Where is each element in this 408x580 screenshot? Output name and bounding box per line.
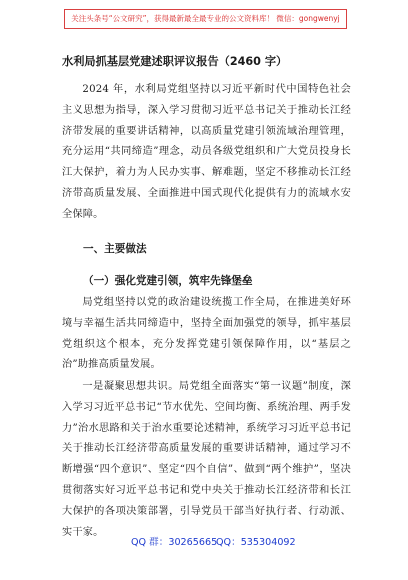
paragraph-2-text: 局党组坚持以党的政治建设统揽工作全局，在推进美好环境与幸福生活共同缔造中，坚持全面加强党的领导，抓牢基层党组织这个根本，充分发挥党建引领保障作用，以“基层之治”助推高质量发展。 xyxy=(62,297,351,371)
intro-text: 2024 年，水利局党组坚持以习近平新时代中国特色社会主义思想为指导，深入学习贯彻习近平总书记关于推动长江经济带发展的重要讲话精神，以高质量党建引领流域治理管理，充分运用“共同缔造”理念，动员各级党组织和广大党员投身长江大保护，着力为人民办实事、解难题，坚定不移推动长江经济带高质量发展、全面推进中国式现代化提供有力的流域水安全保障。 xyxy=(62,84,351,220)
body-paragraph-2 xyxy=(62,293,351,376)
footer-qq: QQ：535304092 xyxy=(216,537,296,548)
paragraph-3-text: 一是凝聚思想共识。局党组全面落实“第一议题”制度，深入学习习近平总书记“节水优先、空间均衡、系统治理、两手发力”治水思路和关于治水重要论述精神，系统学习习近平总书记关于推动长江经济带高质量发展的重要讲话精神，通过学习不断增强“四个意识”、坚定“四个自信”、做到“两个维护”，坚决贯彻落实好习近平总书记和党中央关于推动长江经济带和长江大保护的各项决策部署，引导党员干部当好执行者、行动派、实干家。 xyxy=(62,381,351,538)
header-banner: 关注头条号“公文研究”，获得最新最全最专业的公文资料库！ 微信：gongwenyj xyxy=(64,9,347,29)
section-heading: 一、主要做法 xyxy=(83,243,147,255)
footer-qq-group: QQ 群：30265665 xyxy=(131,537,218,548)
intro-paragraph xyxy=(62,80,351,226)
subsection-heading: （一）强化党建引领，筑牢先锋堡垒 xyxy=(83,275,253,287)
body-paragraph-3 xyxy=(62,377,351,543)
document-title: 水利局抓基层党建述职评议报告（2460 字） xyxy=(62,55,288,68)
